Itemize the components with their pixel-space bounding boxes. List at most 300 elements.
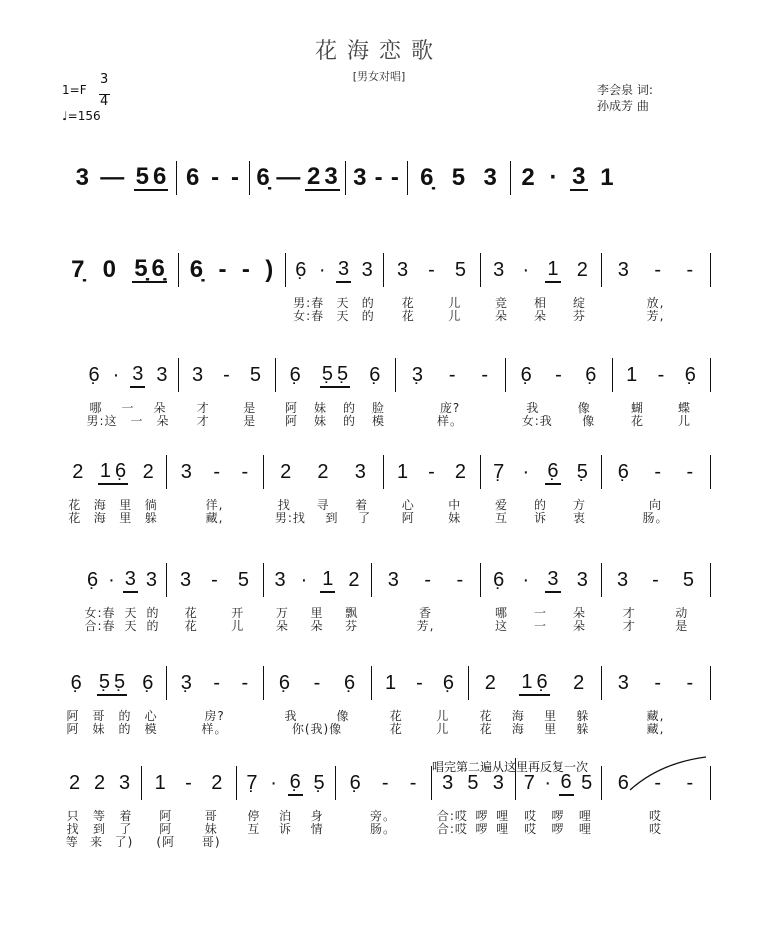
- lyric-syllable: 躲: [144, 511, 158, 525]
- lyric-syllable: 海: [93, 511, 107, 525]
- barline: [263, 666, 264, 700]
- note: 1: [521, 671, 533, 693]
- measure: [70, 163, 172, 193]
- barline: [395, 358, 396, 392]
- lyric-syllable: 朵: [572, 606, 586, 620]
- augmentation-dot: ·: [522, 461, 530, 483]
- note: 6̣: [520, 364, 532, 386]
- lyric-syllable: 模: [144, 722, 158, 736]
- hold-dash: -: [381, 772, 389, 794]
- lyric-syllable: 朵: [156, 414, 170, 428]
- lyric-syllable: 找: [66, 822, 80, 836]
- note: 3: [354, 461, 366, 483]
- measure: [375, 565, 476, 595]
- lyric-syllable: 花: [479, 722, 493, 736]
- augmentation-dot: ·: [522, 569, 530, 591]
- lyric-syllable: 妹: [92, 722, 106, 736]
- lyric-syllable: 房?: [204, 709, 225, 723]
- underlined-note-group: [545, 459, 560, 485]
- lyric-syllable: 妹: [204, 822, 218, 836]
- measure: [170, 565, 259, 595]
- barline: [710, 455, 711, 489]
- lyric-syllable: 爱: [494, 498, 508, 512]
- note: 5: [454, 259, 466, 281]
- lyric-syllable: 的: [361, 309, 375, 323]
- measure: [605, 457, 706, 487]
- lyric-syllable: 啰: [475, 809, 489, 823]
- note: 5: [467, 772, 479, 794]
- lyric-syllable: 儿: [448, 309, 462, 323]
- hold-dash: -: [416, 672, 423, 694]
- lyric-syllable: 藏,: [646, 709, 665, 723]
- lyric-segment: [373, 709, 466, 723]
- note: 6: [617, 772, 629, 794]
- measure: [170, 668, 259, 698]
- measure: [435, 768, 511, 798]
- lyric-segment: [168, 722, 261, 736]
- lyric-syllable: 庞?: [439, 401, 461, 415]
- hold-dash: -: [218, 256, 227, 283]
- lyric-syllable: 到: [92, 822, 106, 836]
- lyric-syllable: 花: [68, 511, 82, 525]
- lyric-syllable: 的: [533, 498, 547, 512]
- note: 7̣: [493, 461, 505, 483]
- lyric-syllable: 的: [146, 606, 160, 620]
- lyric-segment: [482, 511, 599, 525]
- lyric-segment: [168, 709, 261, 723]
- note: 6̣: [684, 364, 696, 386]
- lyric-syllable: 互: [494, 511, 508, 525]
- note: 6̣: [369, 364, 381, 386]
- hold-dash: -: [652, 569, 659, 591]
- note: 5̣: [321, 363, 333, 385]
- lyric-syllable: 哎: [648, 822, 662, 836]
- lyric-segment: [517, 822, 599, 836]
- underlined-note-group: [305, 165, 340, 191]
- lyric-syllable: 花: [184, 606, 198, 620]
- key-signature: 1=F: [62, 83, 87, 97]
- underlined-note-group: [570, 165, 587, 191]
- lyric-syllable: 才: [196, 401, 210, 415]
- lyric-segment: [180, 414, 273, 428]
- lyric-syllable: 像: [582, 414, 596, 428]
- lyric-syllable: 阿: [284, 401, 298, 415]
- barline: [383, 455, 384, 489]
- lyric-syllable: 我: [284, 709, 298, 723]
- note: 5̣: [313, 772, 325, 794]
- barline: [612, 358, 613, 392]
- note: 1: [322, 568, 334, 590]
- lyric-segment: [517, 809, 599, 823]
- measure: [387, 457, 476, 487]
- hold-dash: -: [654, 772, 662, 794]
- note: 2: [306, 163, 321, 190]
- lyric-syllable: 阿: [401, 511, 415, 525]
- lyric-segment: [603, 722, 708, 736]
- tempo-marking: ♩=156: [62, 109, 101, 123]
- note: 6̣: [289, 364, 301, 386]
- measure: [605, 768, 706, 798]
- lyric-syllable: 藏,: [205, 511, 224, 525]
- note: 6: [152, 163, 167, 190]
- lyric-segment: [433, 822, 513, 836]
- measure: [605, 668, 706, 698]
- note: 3: [75, 164, 89, 191]
- lyric-syllable: 的: [118, 709, 132, 723]
- note: 3: [156, 364, 168, 386]
- barline: [601, 455, 602, 489]
- barline: [285, 253, 286, 287]
- lyric-segment: [603, 309, 708, 323]
- augmentation-dot: ·: [549, 164, 558, 191]
- composer-credit: 孙成芳 曲: [597, 99, 649, 113]
- underlined-note-group: [123, 567, 138, 593]
- lyric-syllable: 哥: [92, 709, 106, 723]
- hold-dash: -: [213, 461, 221, 483]
- hold-dash: -: [211, 164, 220, 191]
- lyric-segment: [614, 414, 708, 428]
- lyric-syllable: 开: [231, 606, 245, 620]
- lyric-syllable: 香: [418, 606, 432, 620]
- underlined-note-group: [132, 257, 167, 283]
- lyric-syllable: 哩: [496, 822, 510, 836]
- underlined-note-group: [320, 362, 350, 388]
- lyric-segment: [385, 498, 478, 512]
- lyric-segment: [80, 619, 164, 633]
- lyric-syllable: 花: [479, 709, 493, 723]
- lyric-syllable: 女:我: [521, 414, 553, 428]
- measure: [399, 360, 501, 390]
- underlined-note-group: [320, 567, 335, 593]
- lyric-syllable: 花: [68, 498, 82, 512]
- barline: [178, 358, 179, 392]
- lyric-syllable: 朵: [153, 401, 167, 415]
- hold-dash: -: [213, 672, 221, 694]
- measure: [253, 163, 341, 193]
- lyric-syllable: 芬: [572, 309, 586, 323]
- lyric-segment: [482, 606, 599, 620]
- lyric-syllable: 一: [533, 606, 547, 620]
- barline: [710, 766, 711, 800]
- hold-dash: -: [481, 364, 489, 386]
- hold-dash: -: [555, 364, 562, 386]
- lyric-syllable: 绽: [572, 296, 586, 310]
- note: 6̣: [115, 460, 127, 482]
- measure: [605, 255, 706, 285]
- hold-dash: -: [211, 569, 218, 591]
- lyric-segment: [60, 722, 164, 736]
- lyric-segment: [143, 835, 234, 849]
- hold-dash: -: [657, 364, 665, 386]
- lyric-syllable: 的: [146, 619, 160, 633]
- lyric-syllable: 哥): [201, 835, 221, 849]
- note: 3: [145, 569, 157, 591]
- lyric-syllable: 哩: [578, 809, 592, 823]
- lyric-segment: [62, 498, 164, 512]
- barline: [710, 666, 711, 700]
- lyric-syllable: 哩: [578, 822, 592, 836]
- lyric-syllable: 的: [118, 722, 132, 736]
- note: 6̣: [256, 164, 270, 191]
- lyric-segment: [373, 722, 466, 736]
- time-signature-top: 3: [100, 72, 109, 87]
- measure: [267, 668, 367, 698]
- lyric-segment: [482, 296, 599, 310]
- lyric-syllable: 哩: [496, 809, 510, 823]
- lyric-syllable: 合:春: [84, 619, 116, 633]
- barline: [176, 161, 177, 195]
- lyric-syllable: 相: [533, 296, 547, 310]
- lyric-segment: [60, 835, 139, 849]
- note: 3: [338, 258, 350, 280]
- lyric-syllable: 心: [401, 498, 415, 512]
- lyric-syllable: 儿: [448, 296, 462, 310]
- lyric-segment: [80, 401, 176, 415]
- hold-dash: -: [185, 772, 192, 794]
- note: 6̣: [88, 364, 100, 386]
- note: 2: [573, 672, 585, 694]
- lyric-syllable: 诉: [533, 511, 547, 525]
- lyric-segment: [433, 809, 513, 823]
- lyric-syllable: 一: [121, 401, 135, 415]
- note: 5̣: [336, 363, 349, 385]
- augmentation-dot: ·: [300, 569, 308, 591]
- lyric-syllable: 心: [144, 709, 158, 723]
- measure: [509, 360, 608, 390]
- lyric-segment: [507, 414, 610, 428]
- lyric-syllable: 里: [544, 709, 558, 723]
- note: 6̣: [189, 256, 204, 283]
- measure: [240, 768, 331, 798]
- lyric-syllable: 互: [247, 822, 261, 836]
- measure: [279, 360, 391, 390]
- lyric-syllable: 花: [401, 309, 415, 323]
- hold-dash: -: [448, 364, 456, 386]
- underlined-note-group: [98, 459, 128, 485]
- measure: [267, 457, 379, 487]
- lyric-syllable: 妹: [313, 414, 327, 428]
- lyric-syllable: 合:哎: [436, 822, 468, 836]
- lyric-syllable: 朵: [310, 619, 324, 633]
- barline: [601, 766, 602, 800]
- measure: [519, 768, 597, 798]
- lyric-syllable: 找: [277, 498, 291, 512]
- lyric-syllable: 方: [572, 498, 586, 512]
- barline: [178, 253, 179, 287]
- note: 1: [626, 364, 638, 386]
- lyric-syllable: 放,: [646, 296, 665, 310]
- note: 2: [317, 461, 329, 483]
- lyric-syllable: 万: [275, 606, 289, 620]
- lyric-syllable: 男:找: [274, 511, 306, 525]
- lyric-syllable: 儿: [436, 709, 450, 723]
- lyric-segment: [168, 511, 261, 525]
- note: 5: [682, 569, 694, 591]
- lyric-segment: [603, 511, 708, 525]
- lyric-syllable: 啰: [475, 822, 489, 836]
- lyric-syllable: 花: [389, 722, 403, 736]
- note: 3̣: [411, 364, 424, 386]
- lyric-segment: [62, 511, 164, 525]
- lyric-segment: [397, 414, 503, 428]
- lyric-segment: [60, 809, 139, 823]
- lyric-segment: [337, 809, 429, 823]
- measure: [64, 457, 162, 487]
- lyric-syllable: 等: [92, 809, 106, 823]
- lyric-syllable: 女:春: [293, 309, 325, 323]
- song-subtitle: [男女对唱]: [352, 70, 406, 83]
- lyric-syllable: 才: [622, 619, 636, 633]
- lyric-syllable: 这: [494, 619, 508, 633]
- note: 7̣: [71, 256, 85, 283]
- lyric-segment: [603, 296, 708, 310]
- lyric-syllable: 中: [448, 498, 462, 512]
- lyric-segment: [265, 709, 369, 723]
- note: 1: [154, 772, 166, 794]
- lyric-syllable: 等: [65, 835, 79, 849]
- note: 6̣: [278, 672, 290, 694]
- lyric-segment: [603, 606, 708, 620]
- note: 6̣: [420, 164, 434, 191]
- lyric-segment: [397, 401, 503, 415]
- note: 6̣: [344, 672, 356, 694]
- note: 5: [581, 772, 593, 794]
- lyric-syllable: 飘: [345, 606, 359, 620]
- measure: [514, 163, 621, 193]
- lyric-segment: [143, 809, 234, 823]
- barline: [431, 766, 432, 800]
- note: 2: [576, 259, 588, 281]
- note: 3: [572, 163, 586, 190]
- note: 6̣: [493, 569, 505, 591]
- barline: [601, 253, 602, 287]
- note: 2: [142, 461, 154, 483]
- lyric-syllable: 阿: [66, 709, 80, 723]
- lyric-syllable: 海: [511, 722, 525, 736]
- note: 6̣: [349, 772, 361, 794]
- lyric-syllable: 儿: [677, 414, 691, 428]
- barline: [275, 358, 276, 392]
- barline: [141, 766, 142, 800]
- measure: [411, 163, 506, 193]
- hold-dash: -: [223, 364, 230, 386]
- note: 1: [385, 672, 397, 694]
- lyric-segment: [470, 709, 599, 723]
- lyric-segment: [385, 296, 478, 310]
- hold-dash: -: [428, 461, 435, 483]
- hold-dash: -: [241, 461, 249, 483]
- barline: [263, 563, 264, 597]
- note: 3̣: [180, 672, 192, 694]
- lyric-syllable: 海: [93, 498, 107, 512]
- lyric-syllable: 天: [336, 309, 350, 323]
- lyric-syllable: 是: [243, 401, 257, 415]
- lyric-syllable: 里: [544, 722, 558, 736]
- measure: [62, 255, 174, 285]
- note: 3: [274, 569, 286, 591]
- lyric-syllable: 儿: [231, 619, 245, 633]
- lyric-syllable: 徉,: [205, 498, 224, 512]
- lyric-syllable: 阿: [159, 822, 173, 836]
- augmentation-dot: ·: [112, 364, 120, 386]
- lyric-syllable: 动: [675, 606, 689, 620]
- song-title: 花海恋歌: [314, 39, 443, 64]
- lyric-syllable: 竞: [494, 296, 508, 310]
- underlined-note-group: [559, 770, 574, 796]
- hold-dash: -: [686, 461, 694, 483]
- note: 6: [185, 164, 200, 191]
- measure: [484, 565, 597, 595]
- augmentation-dot: ·: [544, 772, 552, 794]
- lyric-syllable: 藏,: [646, 722, 665, 736]
- note: 6̣: [289, 771, 301, 793]
- lyric-syllable: 肠。: [369, 822, 396, 836]
- lyric-syllable: 泊: [278, 809, 292, 823]
- barline: [383, 253, 384, 287]
- lyric-segment: [265, 619, 369, 633]
- lyric-syllable: 衷: [572, 511, 586, 525]
- note: 7: [523, 772, 535, 794]
- lyric-segment: [482, 309, 599, 323]
- note: 3: [192, 364, 204, 386]
- measure: [472, 668, 597, 698]
- barline: [710, 253, 711, 287]
- note: 7̣: [246, 772, 258, 794]
- lyric-segment: [614, 401, 708, 415]
- note: 3: [397, 259, 409, 281]
- lyric-segment: [168, 619, 261, 633]
- lyric-syllable: 哥: [204, 809, 218, 823]
- lyric-syllable: 情: [310, 822, 324, 836]
- note: 2: [280, 461, 292, 483]
- measure: [170, 457, 259, 487]
- note: ): [265, 256, 274, 283]
- lyric-syllable: 朵: [572, 619, 586, 633]
- barline: [236, 766, 237, 800]
- measure: [182, 255, 281, 285]
- note: 3: [132, 363, 144, 385]
- augmentation-dot: ·: [522, 259, 530, 281]
- lyricist-credit: 李会泉 词:: [597, 83, 653, 97]
- measure: [62, 668, 162, 698]
- hold-dash: -: [231, 164, 240, 191]
- lyric-syllable: 样。: [201, 722, 228, 736]
- lyric-segment: [277, 401, 393, 415]
- note: 2: [348, 569, 360, 591]
- lyric-syllable: 向: [648, 498, 662, 512]
- lyric-segment: [507, 401, 610, 415]
- barline: [480, 253, 481, 287]
- lyric-segment: [265, 511, 381, 525]
- barline: [371, 666, 372, 700]
- lyric-syllable: 蝶: [677, 401, 691, 415]
- barline: [371, 563, 372, 597]
- lyric-segment: [80, 606, 164, 620]
- barline: [505, 358, 506, 392]
- lyric-segment: [603, 619, 708, 633]
- note: 3: [442, 772, 454, 794]
- lyric-syllable: 才: [622, 606, 636, 620]
- note: 2: [454, 461, 466, 483]
- note: 2: [72, 461, 84, 483]
- lyric-segment: [238, 822, 333, 836]
- barline: [407, 161, 408, 195]
- lyric-segment: [168, 498, 261, 512]
- lyric-syllable: 像: [577, 401, 591, 415]
- lyric-syllable: 哎: [524, 809, 538, 823]
- lyric-syllable: 里: [119, 498, 133, 512]
- underlined-note-group: [519, 670, 549, 696]
